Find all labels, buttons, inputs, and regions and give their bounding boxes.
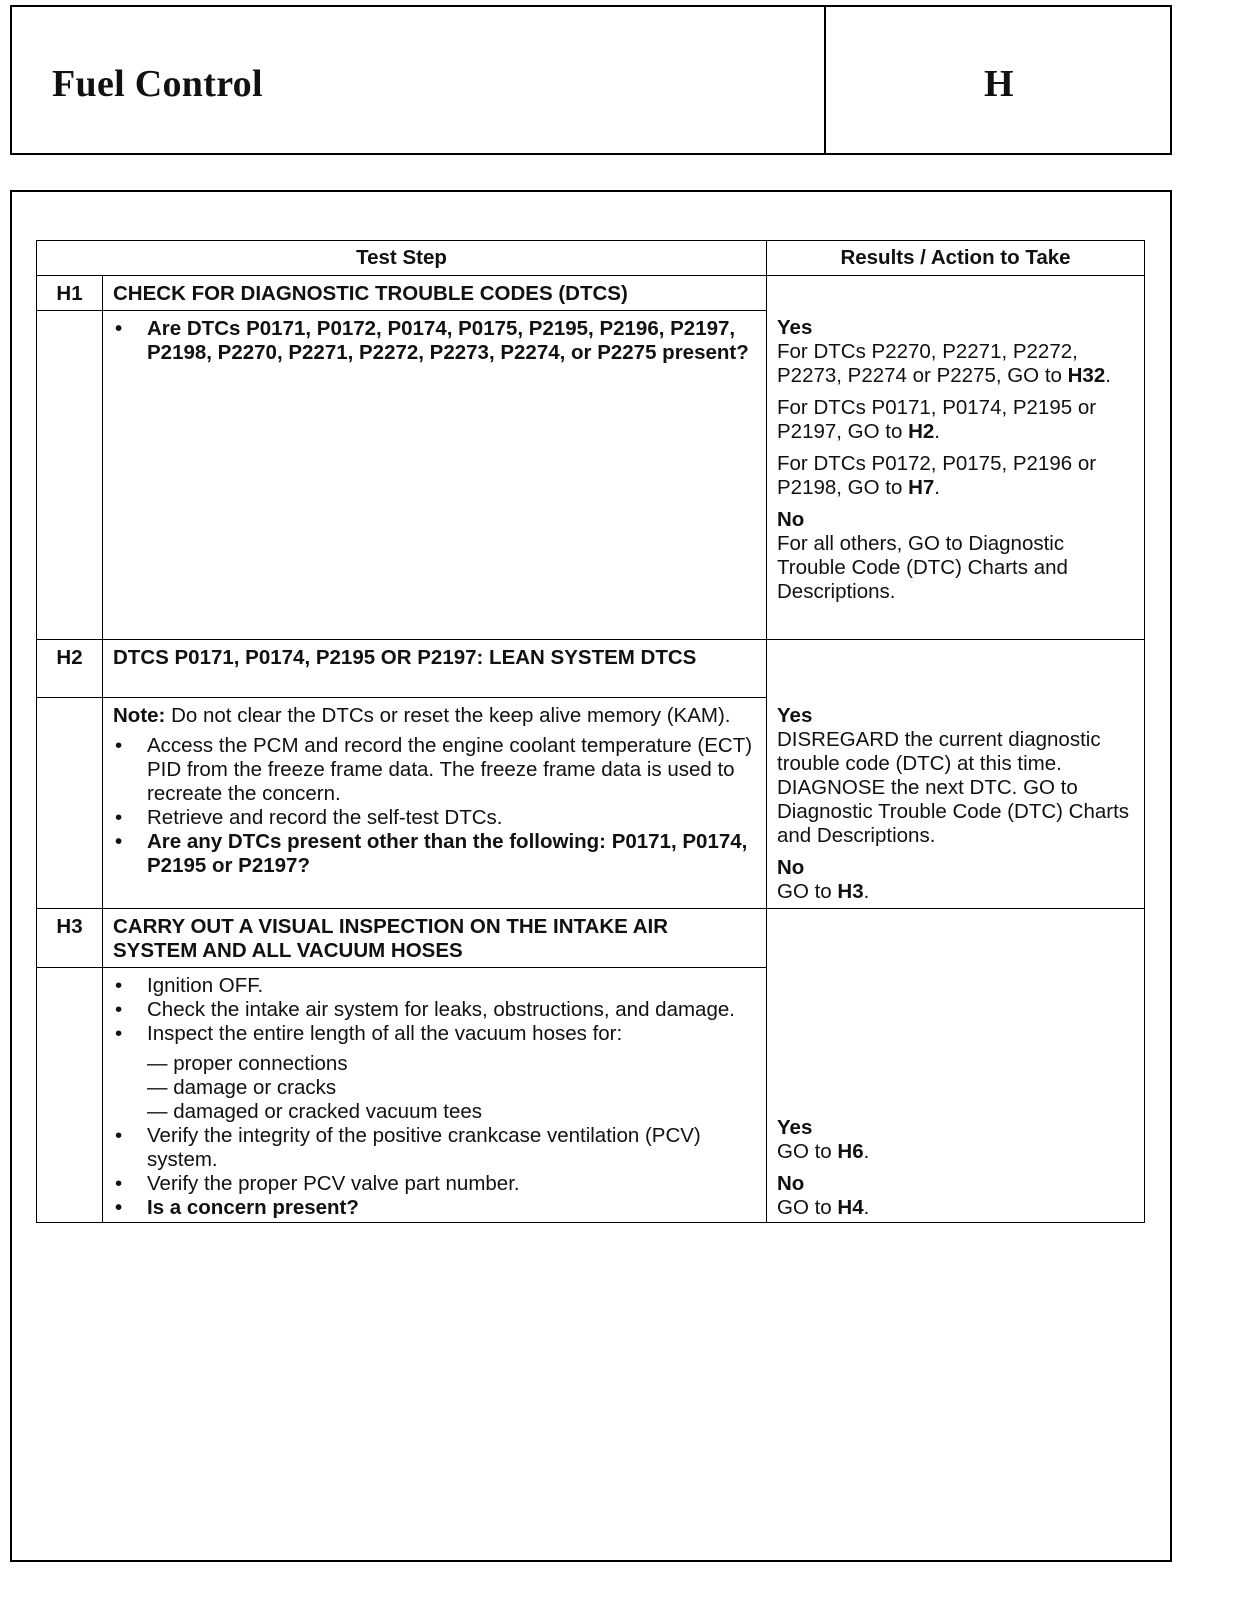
step-results <box>767 640 1145 909</box>
result-text: GO to H4. <box>777 1196 870 1219</box>
step-body <box>103 311 767 640</box>
result-text: For DTCs P0172, P0175, P2196 or P2198, GO to H7. <box>777 452 1097 499</box>
step-row-h2 <box>37 640 1145 698</box>
step-body <box>103 968 767 1223</box>
step-instruction: • Verify the proper PCV valve part number. <box>113 1172 756 1196</box>
no-label: No <box>777 1172 805 1195</box>
result-text: For DTCs P2270, P2271, P2272, P2273, P2274 or P2275, GO to H32. <box>777 340 1111 387</box>
result-text: GO to H3. <box>777 880 870 903</box>
result-text: For DTCs P0171, P0174, P2195 or P2197, GO to H2. <box>777 396 1097 443</box>
step-instruction: • Ignition OFF. <box>113 974 756 998</box>
step-title: CHECK FOR DIAGNOSTIC TROUBLE CODES (DTCS) <box>103 276 767 311</box>
yes-label: Yes <box>777 316 813 339</box>
step-note: Note: Do not clear the DTCs or reset the keep alive memory (KAM). <box>113 704 731 727</box>
yes-label: Yes <box>777 704 813 727</box>
step-id: H3 <box>37 909 103 968</box>
no-label: No <box>777 856 805 879</box>
step-results <box>767 276 1145 640</box>
step-question: • Are any DTCs present other than the following: P0171, P0174, P2195 or P2197? <box>113 830 756 878</box>
step-instruction: • Retrieve and record the self-test DTCs. <box>113 806 756 830</box>
step-results <box>767 909 1145 1223</box>
step-instruction: • Access the PCM and record the engine coolant temperature (ECT) PID from the freeze frame data. The freeze frame data is used to recreate the concern. <box>113 734 756 806</box>
sub-item: — damage or cracks <box>147 1076 756 1100</box>
col-test-step: Test Step <box>37 241 767 276</box>
sub-item: — proper connections <box>147 1052 756 1076</box>
page-title: Fuel Control <box>52 63 263 105</box>
result-text: GO to H6. <box>777 1140 870 1163</box>
result-text: For all others, GO to Diagnostic Trouble Code (DTC) Charts and Descriptions. <box>777 532 1068 603</box>
step-id: H2 <box>37 640 103 698</box>
header-box <box>10 5 1172 155</box>
step-id: H1 <box>37 276 103 311</box>
step-body <box>103 698 767 909</box>
header-divider <box>824 7 826 153</box>
step-title: CARRY OUT A VISUAL INSPECTION ON THE INTAKE AIR SYSTEM AND ALL VACUUM HOSES <box>103 909 767 968</box>
step-row-h3 <box>37 909 1145 968</box>
step-instruction: • Inspect the entire length of all the vacuum hoses for: <box>113 1022 756 1046</box>
step-title: DTCS P0171, P0174, P2195 OR P2197: LEAN SYSTEM DTCS <box>103 640 767 698</box>
section-letter: H <box>984 63 1014 105</box>
no-label: No <box>777 508 805 531</box>
step-question: • Are DTCs P0171, P0172, P0174, P0175, P2195, P2196, P2197, P2198, P2270, P2271, P2272, P2273, P2274, or P2275 present? <box>113 317 756 365</box>
result-text: DISREGARD the current diagnostic trouble code (DTC) at this time. DIAGNOSE the next DTC. GO to Diagnostic Trouble Code (DTC) Charts and Descriptions. <box>777 728 1130 847</box>
sub-item: — damaged or cracked vacuum tees <box>147 1100 756 1124</box>
step-question: • Is a concern present? <box>113 1196 756 1220</box>
step-row-h1 <box>37 276 1145 311</box>
pinpoint-test-table <box>36 240 1145 1223</box>
col-results: Results / Action to Take <box>767 241 1145 276</box>
yes-label: Yes <box>777 1116 813 1139</box>
table-header-row <box>37 241 1145 276</box>
step-instruction: • Verify the integrity of the positive crankcase ventilation (PCV) system. <box>113 1124 756 1172</box>
step-instruction: • Check the intake air system for leaks, obstructions, and damage. <box>113 998 756 1022</box>
